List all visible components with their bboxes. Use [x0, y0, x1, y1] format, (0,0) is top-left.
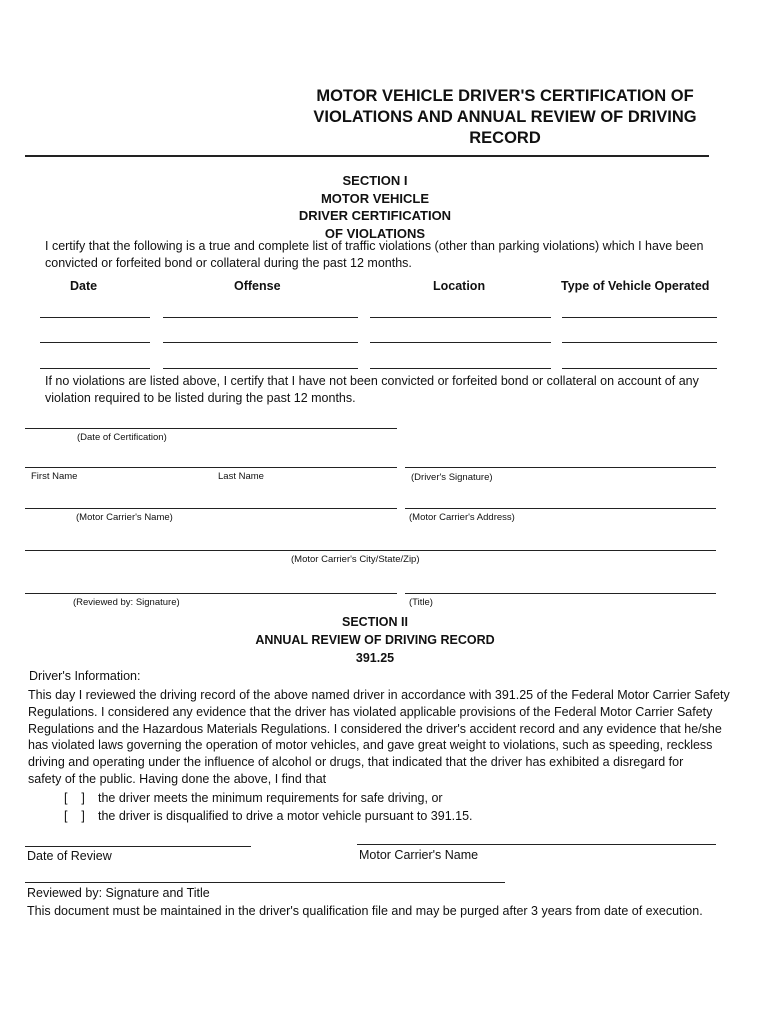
section-2-subheading: ANNUAL REVIEW OF DRIVING RECORD — [255, 633, 495, 647]
certify-statement — [45, 238, 745, 272]
date-of-certification-line[interactable] — [25, 428, 397, 429]
last-name-label: Last Name — [218, 471, 264, 482]
violation-vehicle-line-1[interactable] — [562, 317, 717, 318]
title-divider — [25, 155, 709, 157]
date-of-certification-label: (Date of Certification) — [77, 432, 167, 443]
certify-line-1: I certify that the following is a true and complete list of traffic violations (other than parking violations) which I have been — [45, 239, 704, 253]
title-line-3: RECORD — [469, 129, 541, 147]
motor-carriers-name-review-label: Motor Carrier's Name — [359, 848, 479, 862]
col-header-offense: Offense — [234, 279, 281, 293]
review-line-1: This day I reviewed the driving record of the above named driver in accordance with 391.25 of the Federal Motor Carrier Safety — [28, 688, 730, 702]
section-2-heading — [210, 613, 540, 667]
drivers-signature-label: (Driver's Signature) — [411, 472, 493, 483]
violation-location-line-1[interactable] — [370, 317, 551, 318]
driver-name-line[interactable] — [25, 467, 397, 468]
motor-carriers-name-label: (Motor Carrier's Name) — [76, 512, 173, 523]
motor-carriers-city-label: (Motor Carrier's City/State/Zip) — [291, 554, 420, 565]
reviewed-by-label: Reviewed by: Signature and Title — [27, 886, 210, 900]
no-violations-line-1: If no violations are listed above, I certify that I have not been convicted or forfeited bond or collateral on account of any — [45, 374, 699, 388]
review-line-5: driving and operating under the influence of alcohol or drugs, that indicated that the driver has exhibited a disregard for — [28, 755, 684, 770]
review-line-2: Regulations. I considered any evidence that the driver has violated applicable provisions of the Federal Motor Carrier Safety — [28, 704, 713, 719]
violation-offense-line-2[interactable] — [163, 342, 358, 343]
violation-date-line-1[interactable] — [40, 317, 150, 318]
violation-vehicle-line-2[interactable] — [562, 342, 717, 343]
review-line-4: has violated laws governing the operation of motor vehicles, and gave great weight to violations, such as speeding, reckless — [28, 738, 713, 753]
drivers-signature-line[interactable] — [405, 467, 716, 468]
col-header-vehicle-type: Type of Vehicle Operated — [561, 279, 710, 293]
option-2-checkbox[interactable]: [ ] — [64, 809, 85, 823]
violation-location-line-3[interactable] — [370, 368, 551, 369]
violation-offense-line-3[interactable] — [163, 368, 358, 369]
reviewed-by-signature-line[interactable] — [25, 593, 397, 594]
violation-offense-line-1[interactable] — [163, 317, 358, 318]
section-1-heading — [250, 172, 500, 242]
title-line-1: MOTOR VEHICLE DRIVER'S CERTIFICATION OF — [316, 87, 694, 105]
option-1-checkbox[interactable]: [ ] — [64, 791, 85, 805]
motor-carriers-address-label: (Motor Carrier's Address) — [409, 512, 515, 523]
certify-line-2: convicted or forfeited bond or collateral during the past 12 months. — [45, 255, 412, 270]
reviewed-by-signature-label: (Reviewed by: Signature) — [73, 597, 180, 608]
date-of-review-line[interactable] — [25, 846, 251, 847]
section-1-subheading-1: MOTOR VEHICLE — [320, 190, 430, 206]
date-of-review-label: Date of Review — [27, 849, 112, 863]
review-line-3: Regulations and the Hazardous Materials Regulations. I considered the driver's accident record and any evidence that he/she — [28, 721, 722, 736]
violation-date-line-2[interactable] — [40, 342, 150, 343]
retention-notice: This document must be maintained in the driver's qualification file and may be purged after 3 years from date of execution. — [27, 904, 703, 918]
title-line[interactable] — [405, 593, 716, 594]
motor-carriers-city-line[interactable] — [25, 550, 716, 551]
no-violations-line-2: violation required to be listed during the past 12 months. — [45, 390, 356, 405]
violation-location-line-2[interactable] — [370, 342, 551, 343]
section-2-label: SECTION II — [342, 615, 408, 629]
option-2-label: the driver is disqualified to drive a motor vehicle pursuant to 391.15. — [98, 809, 473, 823]
section-2-regulation: 391.25 — [355, 651, 395, 665]
motor-carriers-name-review-line[interactable] — [357, 844, 716, 845]
drivers-information-label: Driver's Information: — [29, 669, 141, 683]
no-violations-statement — [45, 373, 745, 407]
section-1-subheading-3: OF VIOLATIONS — [324, 225, 426, 241]
review-paragraph — [28, 687, 743, 788]
title-line-2: VIOLATIONS AND ANNUAL REVIEW OF DRIVING — [313, 108, 697, 126]
option-1-label: the driver meets the minimum requirements for safe driving, or — [98, 791, 443, 805]
first-name-label: First Name — [31, 471, 78, 482]
violation-vehicle-line-3[interactable] — [562, 368, 717, 369]
section-1-subheading-2: DRIVER CERTIFICATION — [298, 208, 452, 223]
col-header-location: Location — [433, 279, 486, 293]
col-header-date: Date — [70, 279, 98, 293]
title-label: (Title) — [409, 597, 433, 608]
motor-carriers-address-line[interactable] — [405, 508, 716, 509]
reviewed-by-line[interactable] — [25, 882, 505, 883]
document-title — [290, 86, 720, 149]
violation-date-line-3[interactable] — [40, 368, 150, 369]
section-1-label: SECTION I — [342, 173, 408, 188]
motor-carriers-name-line[interactable] — [25, 508, 397, 509]
review-line-6: safety of the public. Having done the above, I find that — [28, 771, 327, 786]
